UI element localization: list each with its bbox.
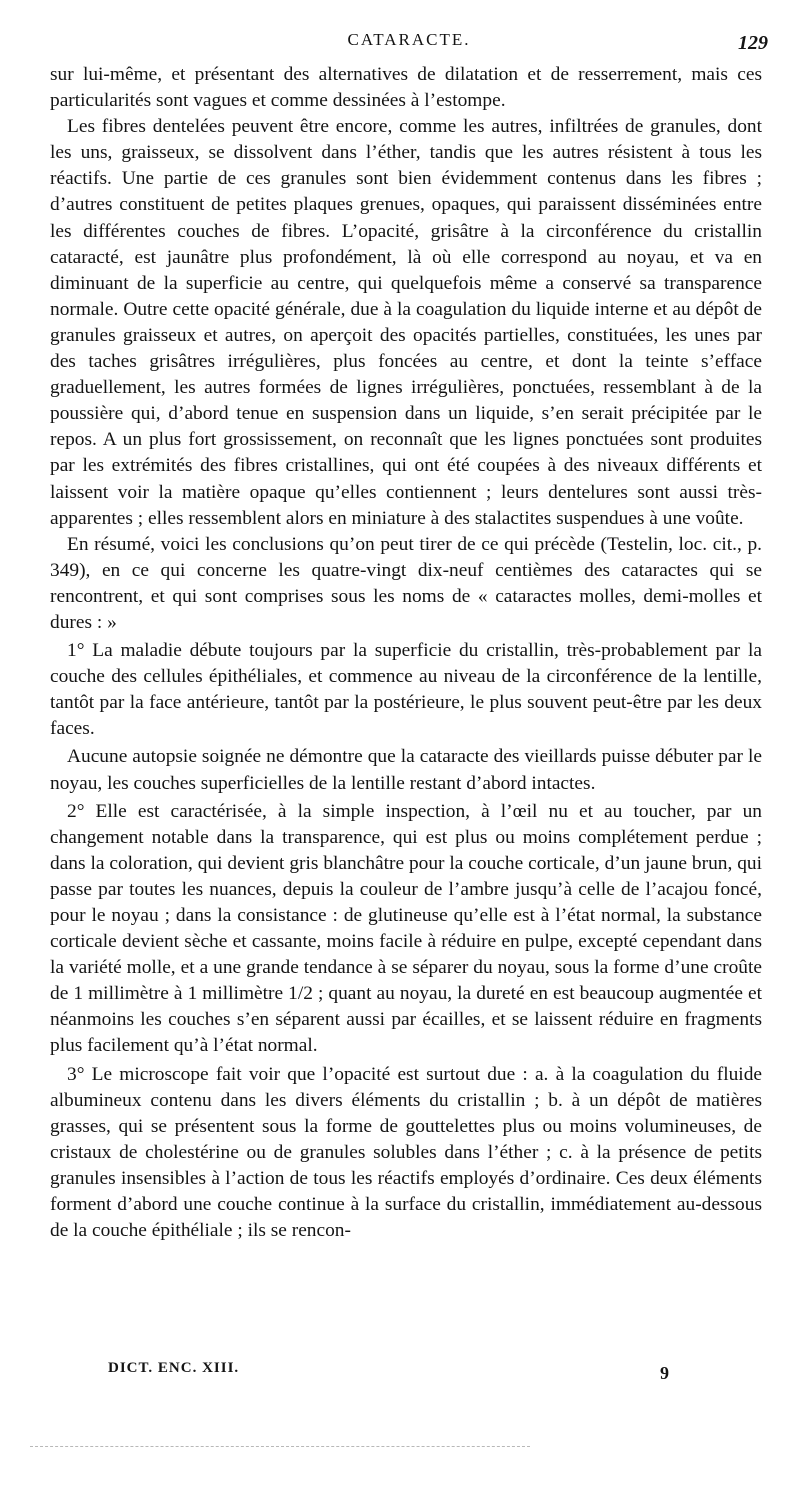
paragraph-point-2: 2° Elle est caractérisée, à la simple inspection, à l’œil nu et au toucher, par un changement notable dans la transparence, qui est plus ou moins complétement perdue ; dans la coloration, qui devient gris blanchâtre pour la couche corticale, d’un jaune brun, qui passe par toutes les nuances, depuis la couleur de l’ambre jusqu’à celle de l’acajou foncé, pour le noyau ; dans la consistance : de glutineuse qu’elle est à l’état normal, la substance corticale devient sèche et cassante, moins facile à réduire en pulpe, excepté cependant dans la variété molle, et a une grande tendance à se séparer du noyau, sous la forme d’une croûte de 1 millimètre à 1 millimètre 1/2 ; quant au noyau, la dureté en est beaucoup augmentée et néanmoins les couches s’en séparent aussi par écailles, et se laissent réduire en fragments plus facilement qu’à l’état normal. — [50, 800, 762, 1057]
paragraph-point-3: 3° Le microscope fait voir que l’opacité est surtout due : a. à la coagulation du fluide albumineux contenu dans les divers éléments du cristallin ; b. à un dépôt de matières grasses, qui se présentent sous la forme de gouttelettes plus ou moins volumineuses, de cristaux de cholestérine ou de granules solubles dans l’éther ; c. à la présence de petits granules insensibles à l’action de tous les réactifs employés d’ordinaire. Ces deux éléments forment d’abord une couche continue à la surface du cristallin, immédiatement au-dessous de la couche épithéliale ; ils se rencon- — [50, 1063, 762, 1242]
paragraph-point-1: 1° La maladie débute toujours par la superficie du cristallin, très-probablement par la couche des cellules épithéliales, et commence au niveau de la circonférence de la lentille, tantôt par la face antérieure, tantôt par la postérieure, le plus souvent peut-être par les deux faces. — [50, 640, 762, 740]
page-footer — [50, 1360, 768, 1390]
paragraph-aucune-autopsie: Aucune autopsie soignée ne démontre que la cataracte des vieillards puisse débuter par le noyau, les couches superficielles de la lentille restant d’abord intactes. — [50, 746, 762, 794]
body-text — [50, 62, 762, 1244]
bottom-edge-rule — [30, 1446, 530, 1447]
paragraph-en-resume: En résumé, voici les conclusions qu’on peut tirer de ce qui précède (Testelin, loc. cit., p. 349), en ce qui concerne les quatre-vingt dix-neuf centièmes des cataractes qui se rencontrent, et qui sont comprises sous les noms de « cataractes molles, demi-molles et dures : » — [50, 533, 762, 633]
running-head: CATARACTE. — [347, 30, 471, 49]
signature-mark: DICT. ENC. XIII. — [108, 1360, 240, 1376]
paragraph-continuation: sur lui-même, et présentant des alternatives de dilatation et de resserrement, mais ces particularités sont vagues et comme dessinées à l’estompe. — [50, 64, 762, 112]
paragraph-fibres-dentelees: Les fibres dentelées peuvent être encore, comme les autres, infiltrées de granules, dont les uns, graisseux, se dissolvent dans l’éther, tandis que les autres résistent à tous les réactifs. Une partie de ces granules sont bien évidemment contenus dans les fibres ; d’autres constituent de petites plaques grenues, opaques, qui paraissent disséminées entre les différentes couches de fibres. L’opacité, grisâtre à la circonférence du cristallin cataracté, est jaunâtre plus profondément, là où elle correspond au noyau, et va en diminuant de la superficie au centre, qui quelquefois même a conservé sa transparence normale. Outre cette opacité générale, due à la coagulation du liquide interne et au dépôt de granules graisseux et autres, on aperçoit des opacités partielles, constituées, les unes par des taches grisâtres irrégulières, plus foncées au centre, et dont la teinte s’efface graduellement, les autres formées de lignes irrégulières, ponctuées, ressemblant à de la poussière qui, d’abord tenue en suspension dans un liquide, s’en serait précipitée par le repos. A un plus fort grossissement, on reconnaît que les lignes ponctuées sont produites par les extrémités des fibres cristallines, qui ont été coupées à des niveaux différents et laissent voir la matière opaque qu’elles contiennent ; leurs dentelures sont aussi très-apparentes ; elles ressemblent alors en miniature à des stalactites suspendues à une voûte. — [50, 116, 762, 529]
sheet-number: 9 — [660, 1363, 669, 1383]
page-header — [50, 30, 768, 56]
page-number: 129 — [738, 32, 768, 54]
